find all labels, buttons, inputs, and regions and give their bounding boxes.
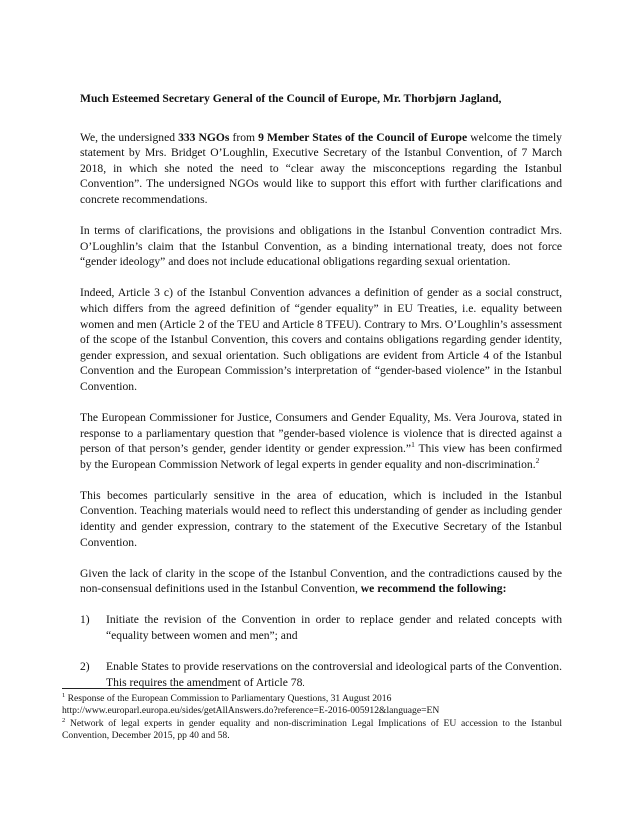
salutation: Much Esteemed Secretary General of the Council of Europe, Mr. Thorbjørn Jagland, xyxy=(80,92,502,105)
list-item xyxy=(80,612,562,643)
ngo-count: 333 NGOs xyxy=(178,130,230,144)
list-item-end: . xyxy=(302,677,305,688)
footnote-ref-2[interactable]: 2 xyxy=(535,455,540,465)
intro-text-d: welcome the timely statement by Mrs. Bridget O’Loughlin, Executive Secretary of the Istanbul Convention, of 7 March 2018, in which she noted the need to “clear away the misconceptions regarding the Istanbul Convention”. The undersigned NGOs would like to support this effort with further clarifications and concrete recommendations. xyxy=(80,130,562,206)
paragraph-clarifications: In terms of clarifications, the provisions and obligations in the Istanbul Convention contradict Mrs. O’Loughlin’s claim that the Istanbul Convention, as a binding international treaty, does not force “gender ideology” and does not include educational obligations regarding sexual orientation. xyxy=(80,224,562,269)
commissioner-text-b: This view has been confirmed by the European Commission Network of legal experts in gender equality and non-discrimination. xyxy=(80,442,563,471)
footnotes xyxy=(62,688,562,743)
list-item-number: 2) xyxy=(80,660,90,674)
letter-body xyxy=(80,91,562,707)
paragraph-article-3: Indeed, Article 3 c) of the Istanbul Convention advances a definition of gender as a social construct, which differs from the agreed definition of “gender equality” in EU Treaties, i.e. equality between women and men (Article 2 of the TEU and Article 8 TFEU). Contrary to Mrs. O’Loughlin’s assessment of the scope of the Istanbul Convention, this covers and contains obligations regarding gender identity, gender expression, and sexual orientation. Such obligations are evident from Article 4 of the Istanbul Convention and the European Commission’s interpretation of “gender-based violence” in the Istanbul Convention. xyxy=(80,286,562,393)
list-item-number: 1) xyxy=(80,613,90,627)
paragraph-recommend xyxy=(80,566,562,597)
commissioner-text-a: The European Commissioner for Justice, Consumers and Gender Equality, Ms. Vera Jourova, stated in response to a parliamentary question that ”gender-based violence is violence that is directed against a person of that person’s gender, gender identity or gender expression.” xyxy=(80,411,562,456)
footnote-number: 1 xyxy=(62,691,66,699)
intro-text-a: We, the undersigned xyxy=(80,130,179,144)
list-item-text: Initiate the revision of the Convention in order to replace gender and related concepts with “equality between women and men”; and xyxy=(106,613,562,643)
footnote-1 xyxy=(62,693,562,718)
footnote-ref-1[interactable]: 1 xyxy=(411,440,415,450)
recommendations-list xyxy=(80,612,562,691)
member-states: 9 Member States of the Council of Europe xyxy=(258,130,468,144)
recommend-emphasis: we recommend the following: xyxy=(360,582,507,596)
list-item-text: Enable States to provide reservations on the controversial and ideological parts of the Convention. This requires the amendment of Article 78 xyxy=(106,660,562,689)
list-item xyxy=(80,659,562,691)
footnote-link[interactable]: http://www.europarl.europa.eu/sides/getAllAnswers.do?reference=E-2016-005912&language=EN xyxy=(62,705,440,717)
paragraph-commissioner xyxy=(80,410,562,472)
footnote-divider xyxy=(62,688,227,689)
recommend-text-a: Given the lack of clarity in the scope of the Istanbul Convention, and the contradictions caused by the non-consensual definitions used in the Istanbul Convention, xyxy=(80,566,562,596)
paragraph-intro xyxy=(80,130,562,208)
footnote-number: 2 xyxy=(62,716,66,724)
footnote-2 xyxy=(62,718,562,743)
footnote-text: Response of the European Commission to Parliamentary Questions, 31 August 2016 xyxy=(65,693,392,704)
paragraph-education: This becomes particularly sensitive in the area of education, which is included in the Istanbul Convention. Teaching materials would need to reflect this understanding of gender as including gender identity and gender expression, contrary to the statement of the Executive Secretary of the Istanbul Convention. xyxy=(80,488,562,549)
footnote-text: Network of legal experts in gender equality and non-discrimination Legal Implications of EU accession to the Istanbul Convention, December 2015, pp 40 and 58. xyxy=(62,717,562,742)
intro-text-c: from xyxy=(229,130,259,144)
